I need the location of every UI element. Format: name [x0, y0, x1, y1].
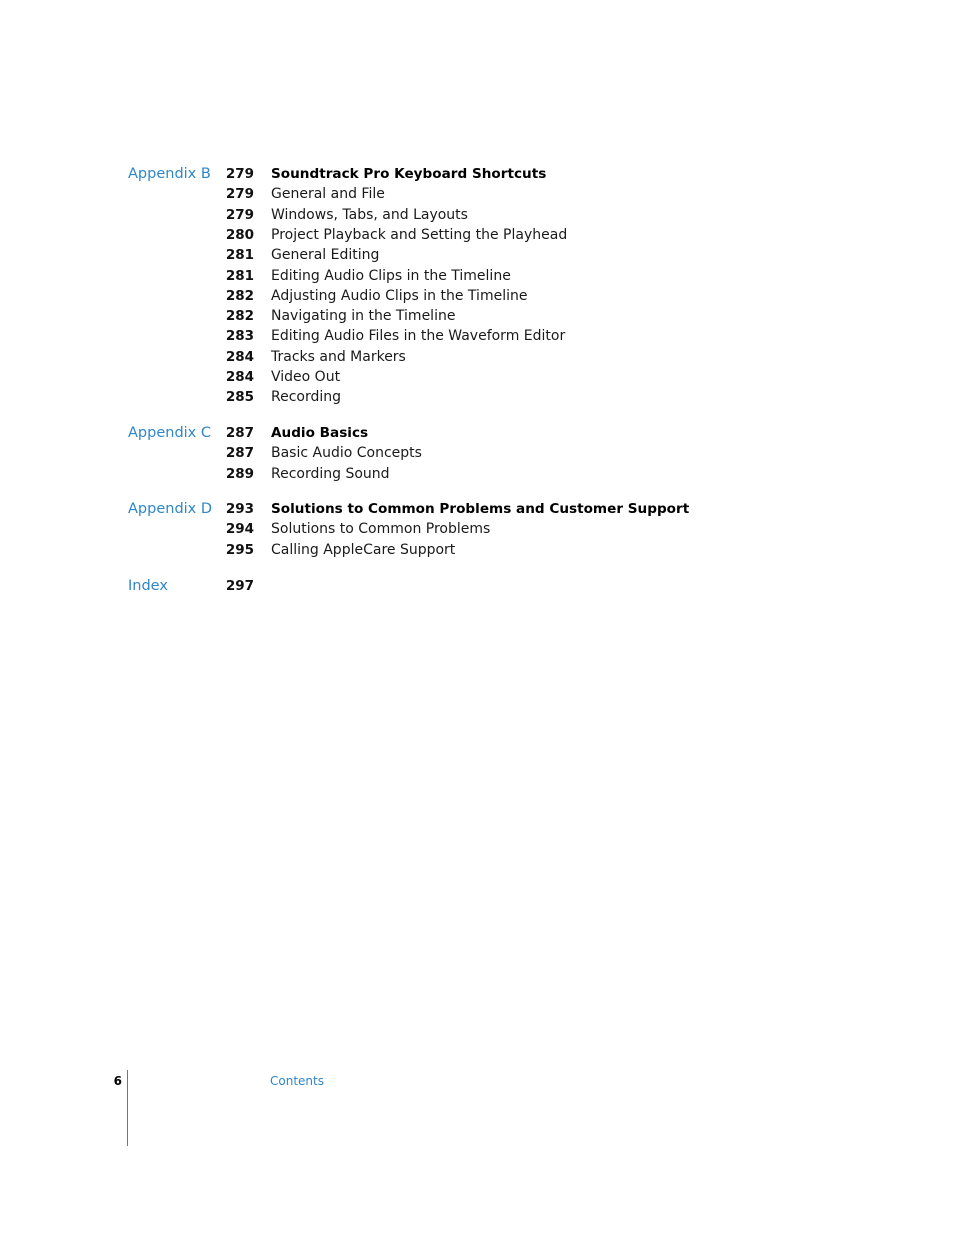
toc-entry-row[interactable]: [0, 205, 954, 225]
page-number: 284: [225, 348, 254, 365]
section-label[interactable]: Appendix C: [128, 425, 211, 441]
page-number: 279: [225, 186, 254, 203]
toc-entry-row[interactable]: [0, 540, 954, 560]
toc-entry-row[interactable]: [0, 225, 954, 245]
page-number: 285: [225, 389, 254, 406]
entry-title: Adjusting Audio Clips in the Timeline: [271, 287, 528, 304]
entry-title: Windows, Tabs, and Layouts: [271, 206, 468, 223]
toc-entry-row[interactable]: [0, 464, 954, 484]
page-number: 279: [225, 166, 254, 182]
chapter-title: Solutions to Common Problems and Customer Support: [271, 501, 690, 517]
section-label[interactable]: Appendix D: [128, 501, 213, 517]
entry-title: Editing Audio Files in the Waveform Editor: [271, 328, 566, 345]
chapter-title: Soundtrack Pro Keyboard Shortcuts: [271, 166, 547, 182]
entry-title: Tracks and Markers: [271, 348, 406, 365]
entry-title: General Editing: [271, 247, 380, 264]
footer-divider: [127, 1070, 128, 1146]
toc-entry-row[interactable]: [0, 387, 954, 407]
toc-entry-row[interactable]: [0, 286, 954, 306]
toc-entry-row[interactable]: [0, 326, 954, 346]
entry-title: General and File: [271, 186, 385, 203]
toc-heading-row[interactable]: [0, 576, 954, 596]
page-number: 287: [225, 425, 254, 441]
toc-entry-row[interactable]: [0, 443, 954, 463]
entry-title: Navigating in the Timeline: [271, 308, 456, 325]
page-number: 293: [225, 501, 254, 517]
entry-title: Calling AppleCare Support: [271, 541, 456, 558]
page-number: 282: [225, 287, 254, 304]
toc-heading-row[interactable]: [0, 423, 954, 443]
page-number: 295: [225, 541, 254, 558]
entry-title: Editing Audio Clips in the Timeline: [271, 267, 511, 284]
entry-title: Basic Audio Concepts: [271, 445, 422, 462]
footer-page-number: 6: [113, 1074, 122, 1088]
toc-entry-row[interactable]: [0, 519, 954, 539]
toc-heading-row[interactable]: [0, 499, 954, 519]
page-number: 289: [225, 465, 254, 482]
page-number: 281: [225, 267, 254, 284]
entry-title: Video Out: [271, 369, 341, 385]
page-number: 279: [225, 206, 254, 223]
toc-heading-row[interactable]: [0, 164, 954, 184]
page-number: 282: [225, 308, 254, 325]
toc-entry-row[interactable]: [0, 266, 954, 286]
toc-entry-row[interactable]: [0, 347, 954, 367]
entry-title: Solutions to Common Problems: [271, 521, 491, 538]
entry-title: Recording: [271, 389, 342, 406]
page-number: 283: [225, 328, 254, 345]
toc-entry-row[interactable]: [0, 184, 954, 204]
toc-entry-row[interactable]: [0, 245, 954, 265]
section-label[interactable]: Index: [128, 578, 168, 594]
page-number: 280: [225, 226, 254, 243]
toc-entry-row[interactable]: [0, 367, 954, 387]
page-number: 294: [225, 521, 254, 538]
chapter-title: Audio Basics: [271, 425, 369, 441]
page-number: 281: [225, 247, 254, 264]
entry-title: Recording Sound: [271, 465, 390, 482]
page-number: 297: [225, 578, 254, 594]
section-label[interactable]: Appendix B: [128, 166, 211, 182]
toc-entry-row[interactable]: [0, 306, 954, 326]
page-number: 287: [225, 445, 254, 462]
page-number: 284: [225, 369, 254, 385]
entry-title: Project Playback and Setting the Playhead: [271, 226, 568, 243]
footer-section-name: Contents: [270, 1074, 324, 1088]
